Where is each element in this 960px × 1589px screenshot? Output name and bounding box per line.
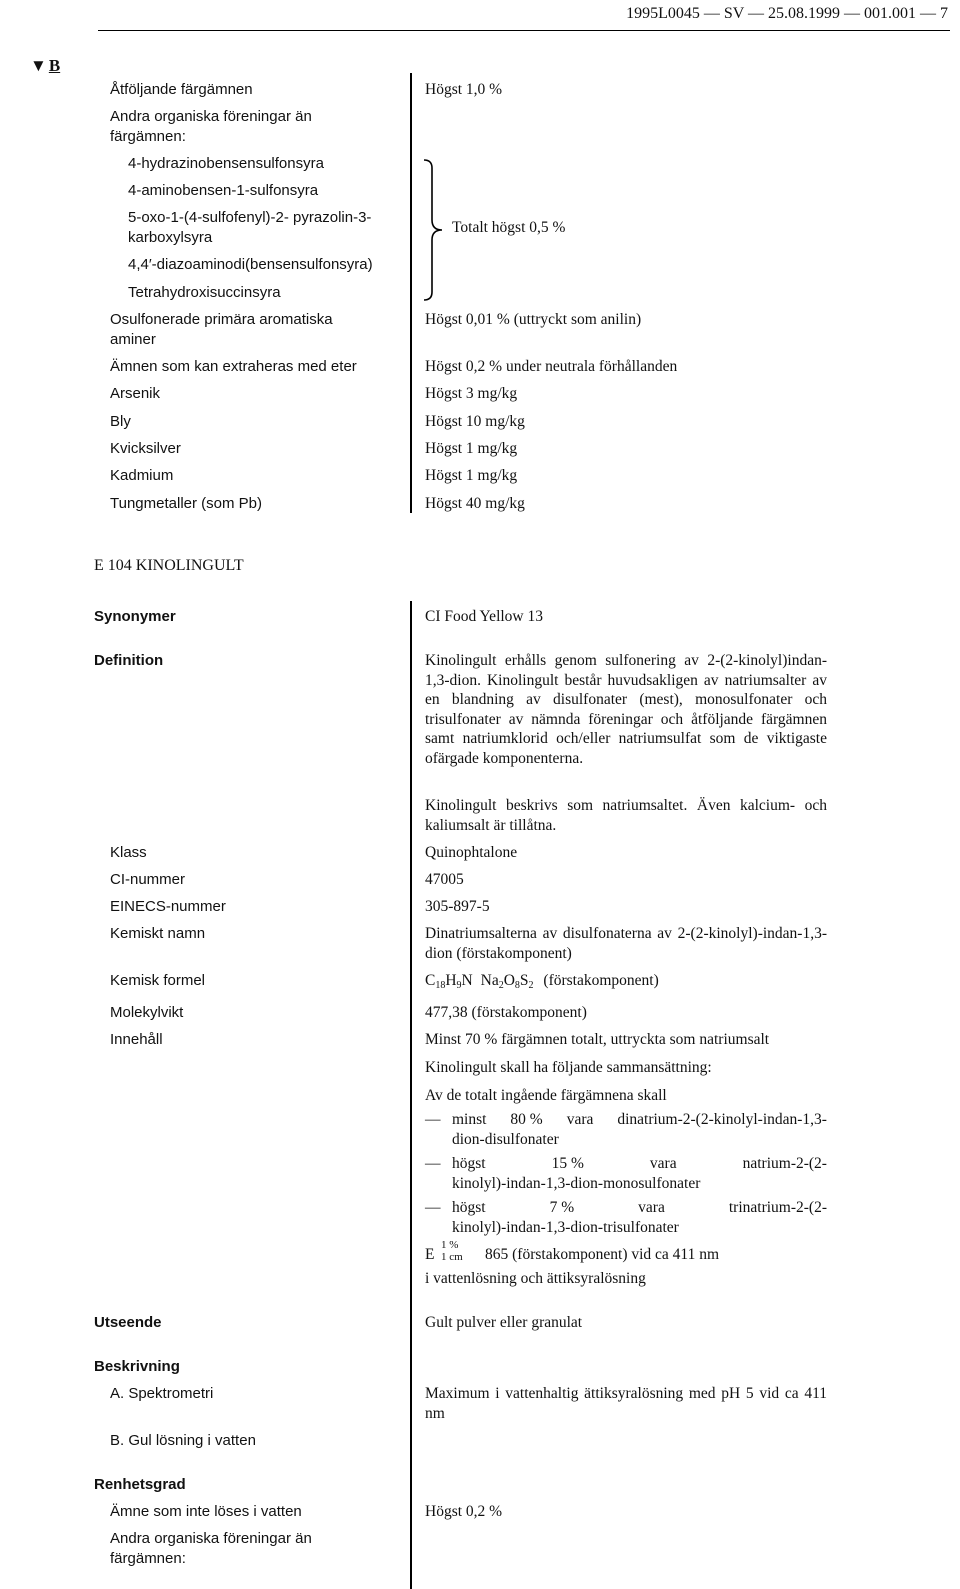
value-innehall: Minst 70 % färgämnen totalt, uttryckta som natriumsalt — [425, 1031, 770, 1048]
value-tungmetaller: Högst 40 mg/kg — [425, 495, 525, 512]
label-klass: Klass — [110, 844, 147, 861]
label-arsenik: Arsenik — [110, 385, 161, 402]
value-einecs: 305-897-5 — [425, 898, 490, 915]
bullet-dash-1: — — [425, 1111, 441, 1128]
value-innehall-p3: Av de totalt ingående färgämnena skall — [425, 1087, 667, 1104]
label-pyrazolin: 5-oxo-1-(4-sulfofenyl)-2- pyrazolin-3-karboxylsyra — [128, 209, 372, 246]
label-renhetsgrad: Renhetsgrad — [94, 1476, 186, 1493]
value-totalt: Totalt högst 0,5 % — [452, 219, 566, 236]
bullet-3-line2: kinolyl)-indan-1,3-dion-trisulfonater — [452, 1219, 679, 1236]
label-aminobensen: 4-aminobensen-1-sulfonsyra — [128, 182, 319, 199]
label-diazoaminodi: 4,4′-diazoaminodi(bensensulfonsyra) — [128, 256, 373, 273]
amendment-marker — [30, 56, 60, 76]
label-molekylvikt: Molekylvikt — [110, 1004, 184, 1021]
value-kemiskt-namn: Dinatriumsalterna av disulfonaterna av 2-(2-kinolyl)-indan-1,3-dion (förstakomponent) — [425, 925, 827, 962]
bullet-1-line2: dion-disulfonater — [452, 1131, 559, 1148]
value-osulfonerade: Högst 0,01 % (uttryckt som anilin) — [425, 311, 642, 328]
label-kemisk-formel: Kemisk formel — [110, 972, 206, 989]
triangle-down-icon: ▼ — [30, 56, 47, 75]
value-innehall-p2: Kinolingult skall ha följande sammansättning: — [425, 1059, 712, 1076]
label-andra-organiska: Andra organiska föreningar än färgämnen: — [110, 108, 312, 145]
bullet-1-line1: minst 80 % vara dinatrium-2-(2-kinolyl-indan-1,3- — [452, 1111, 827, 1128]
bullet-2-line1: högst 15 % vara natrium-2-(2- — [452, 1155, 827, 1172]
section-title: E 104 KINOLINGULT — [94, 557, 244, 574]
value-olosligt: Högst 0,2 % — [425, 1503, 503, 1520]
extinction-value: 865 (förstakomponent) vid ca 411 nm — [485, 1246, 720, 1263]
extinction-symbol: E — [425, 1246, 435, 1263]
label-gul-losning: B. Gul lösning i vatten — [110, 1432, 256, 1449]
label-innehall: Innehåll — [110, 1031, 163, 1048]
value-synonymer: CI Food Yellow 13 — [425, 608, 543, 625]
label-kemiskt-namn: Kemiskt namn — [110, 925, 206, 942]
value-atfoljande: Högst 1,0 % — [425, 81, 503, 98]
label-hydrazino: 4-hydrazinobensensulfonsyra — [128, 155, 324, 172]
value-molekylvikt: 477,38 (förstakomponent) — [425, 1004, 587, 1021]
label-atfoljande: Åtföljande färgämnen — [110, 81, 253, 98]
label-bly: Bly — [110, 413, 131, 430]
value-ci-nummer: 47005 — [425, 871, 464, 888]
bullet-dash-2: — — [425, 1155, 441, 1172]
label-definition: Definition — [94, 652, 164, 669]
value-bly: Högst 10 mg/kg — [425, 413, 525, 430]
label-kvicksilver: Kvicksilver — [110, 440, 181, 457]
label-andra-organiska-2: Andra organiska föreningar än färgämnen: — [110, 1530, 312, 1567]
value-kvicksilver: Högst 1 mg/kg — [425, 440, 518, 457]
value-utseende: Gult pulver eller granulat — [425, 1314, 583, 1331]
label-tungmetaller: Tungmetaller (som Pb) — [110, 495, 262, 512]
value-kemisk-formel: $C_{18}H_9N$ $Na_2O_8S_2$ (förstakomponent) — [425, 972, 659, 991]
label-kadmium: Kadmium — [110, 467, 174, 484]
value-klass: Quinophtalone — [425, 844, 518, 861]
label-einecs: EINECS-nummer — [110, 898, 226, 915]
marker-label: B — [48, 56, 61, 75]
value-spektrometri: Maximum i vattenhaltig ättiksyralösning med pH 5 vid ca 411 nm — [425, 1385, 827, 1422]
label-beskrivning: Beskrivning — [94, 1358, 180, 1375]
header-rule — [98, 30, 950, 31]
document-reference: 1995L0045 — SV — 25.08.1999 — 001.001 — 7 — [626, 5, 948, 22]
label-osulfonerade: Osulfonerade primära aromatiska aminer — [110, 311, 333, 348]
bullet-dash-3: — — [425, 1199, 441, 1216]
label-spektrometri: A. Spektrometri — [110, 1385, 214, 1402]
extinction-line2: i vattenlösning och ättiksyralösning — [425, 1270, 646, 1287]
bullet-3-line1: högst 7 % vara trinatrium-2-(2- — [452, 1199, 827, 1216]
bullet-2-line2: kinolyl)-indan-1,3-dion-monosulfonater — [452, 1175, 701, 1192]
value-definition-p2: Kinolingult beskrivs som natriumsaltet. Även kalcium- och kaliumsalt är tillåtna. — [425, 797, 827, 834]
column-divider-top — [410, 73, 412, 513]
extinction-fraction: 1 % 1 cm — [441, 1239, 463, 1263]
label-ci-nummer: CI-nummer — [110, 871, 186, 888]
value-arsenik: Högst 3 mg/kg — [425, 385, 518, 402]
label-utseende: Utseende — [94, 1314, 162, 1331]
value-definition-p1: Kinolingult erhålls genom sulfonering av 2-(2-kinolyl)indan-1,3-dion. Kinolingult består huvudsakligen av natriumsalter av en blandning av disulfonater (mest), monosulfonater och trisulfonater av nämnda föreningar och åtföljande färgämnen samt natriumklorid och/eller natriumsulfat som de viktigaste ofärgade komponenterna. — [425, 652, 827, 767]
value-eter: Högst 0,2 % under neutrala förhållanden — [425, 358, 678, 375]
label-synonymer: Synonymer — [94, 608, 176, 625]
label-tetrahydroxi: Tetrahydroxisuccinsyra — [128, 284, 281, 301]
column-divider-main — [410, 601, 412, 1589]
label-olosligt: Ämne som inte löses i vatten — [110, 1503, 302, 1520]
label-eter: Ämnen som kan extraheras med eter — [110, 358, 357, 375]
right-brace — [422, 158, 448, 302]
value-kadmium: Högst 1 mg/kg — [425, 467, 518, 484]
